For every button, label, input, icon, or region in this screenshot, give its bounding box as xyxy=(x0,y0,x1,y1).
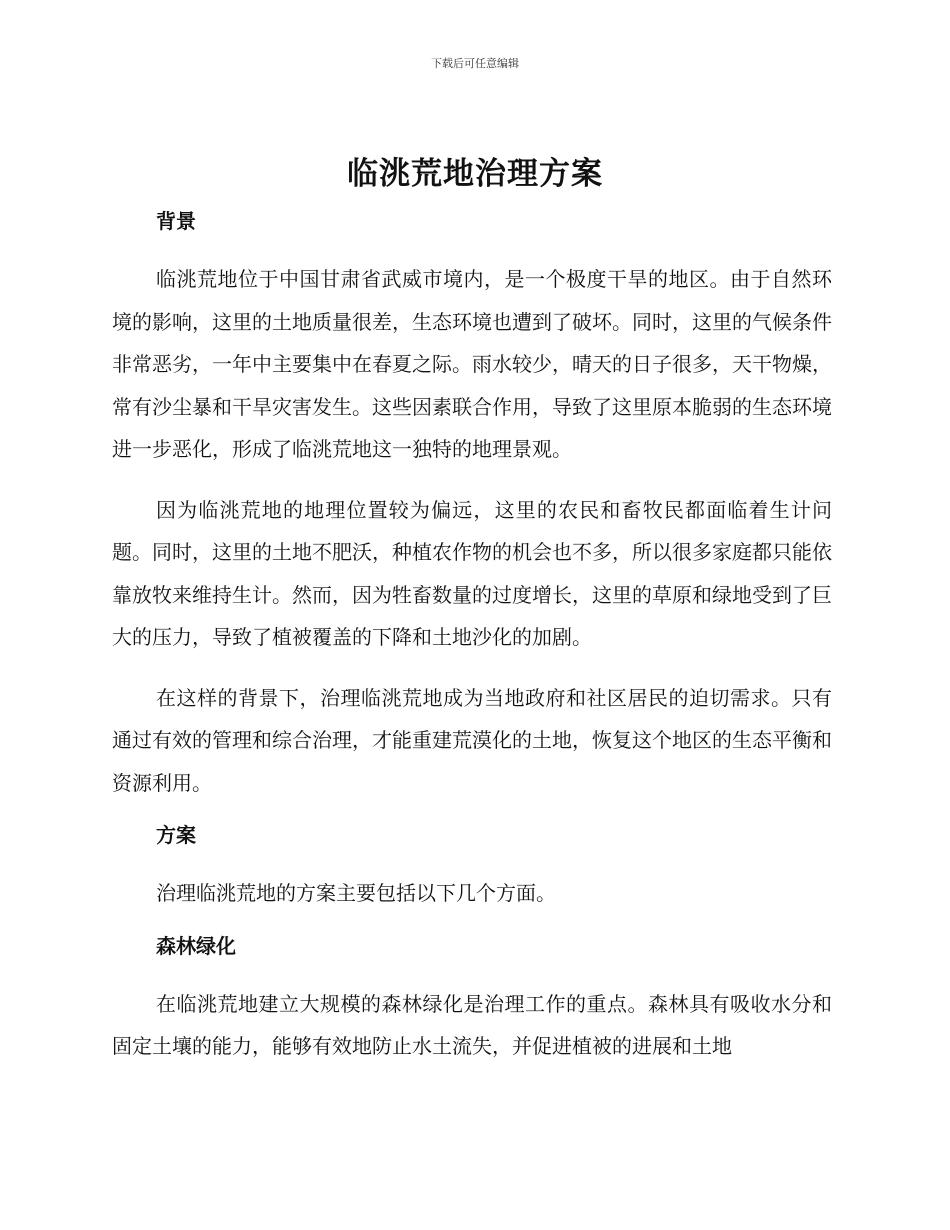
section-heading-background: 背景 xyxy=(156,209,196,233)
section-heading-forestation: 森林绿化 xyxy=(156,933,236,958)
paragraph: 临洮荒地位于中国甘肃省武威市境内，是一个极度干旱的地区。由于自然环境的影响，这里的土地质量很差，生态环境也遭到了破坏。同时，这里的气候条件非常恶劣，一年中主要集中在春夏之际。雨水较少，晴天的日子很多，天干物燥，常有沙尘暴和干旱灾害发生。这些因素联合作用，导致了这里原本脆弱的生态环境进一步恶化，形成了临洮荒地这一独特的地理景观。 xyxy=(112,267,832,461)
paragraph: 治理临洮荒地的方案主要包括以下几个方面。 xyxy=(156,881,556,905)
document-title: 临洮荒地治理方案 xyxy=(347,156,603,192)
paragraph: 在这样的背景下，治理临洮荒地成为当地政府和社区居民的迫切需求。只有通过有效的管理和综合治理，才能重建荒漠化的土地，恢复这个地区的生态平衡和资源利用。 xyxy=(112,685,832,795)
section-heading-plan: 方案 xyxy=(156,823,196,847)
paragraph: 因为临洮荒地的地理位置较为偏远，这里的农民和畜牧民都面临着生计问题。同时，这里的土地不肥沃，种植农作物的机会也不多，所以很多家庭都只能依靠放牧来维持生计。然而，因为牲畜数量的过度增长，这里的草原和绿地受到了巨大的压力，导致了植被覆盖的下降和土地沙化的加剧。 xyxy=(112,497,832,649)
document-body xyxy=(112,204,832,1068)
paragraph: 在临洮荒地建立大规模的森林绿化是治理工作的重点。森林具有吸收水分和固定土壤的能力，能够有效地防止水土流失，并促进植被的进展和土地 xyxy=(112,991,832,1058)
header-note: 下载后可任意编辑 xyxy=(431,57,519,70)
